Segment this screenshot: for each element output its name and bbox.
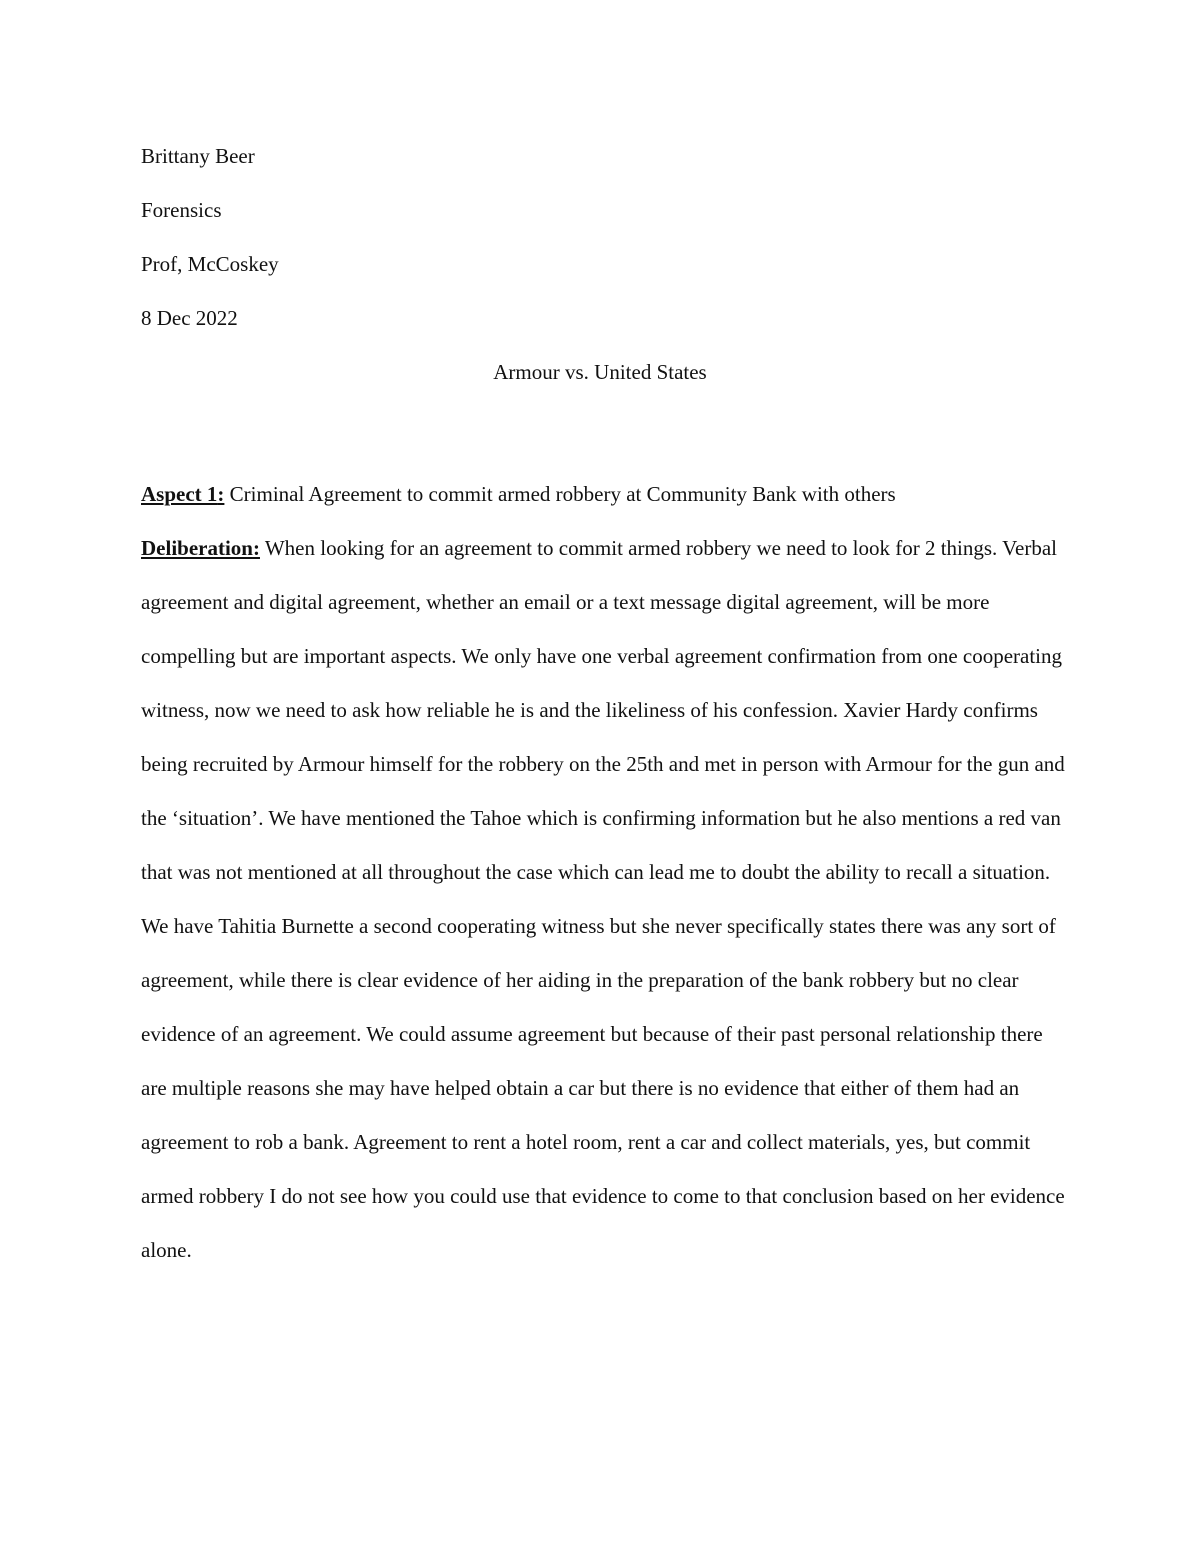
professor-name: Prof, McCoskey <box>141 252 279 276</box>
document-title: Armour vs. United States <box>493 360 707 384</box>
deliberation-label <box>141 536 260 560</box>
aspect-label-colon: : <box>217 482 225 506</box>
deliberation-label-text: Deliberation <box>141 536 253 560</box>
aspect-text: Criminal Agreement to commit armed robbery at Community Bank with others <box>224 482 896 506</box>
author-name: Brittany Beer <box>141 144 255 168</box>
aspect-label-text: Aspect 1 <box>141 482 218 506</box>
deliberation-paragraph <box>141 521 1071 1277</box>
deliberation-label-colon: : <box>252 536 260 560</box>
document-date: 8 Dec 2022 <box>141 306 238 330</box>
deliberation-text: When looking for an agreement to commit armed robbery we need to look for 2 things. Verbal agreement and digital agreement, whether an email or a text message digital agreement, will be more compelling but are important aspects. We only have one verbal agreement confirmation from one cooperating witness, now we need to ask how reliable he is and the likeliness of his confession. Xavier Hardy confirms being recruited by Armour himself for the robbery on the 25th and met in person with Armour for the gun and the ‘situation’. We have mentioned the Tahoe which is confirming information but he also mentions a red van that was not mentioned at all throughout the case which can lead me to doubt the ability to recall a situation. We have Tahitia Burnette a second cooperating witness but she never specifically states there was any sort of agreement, while there is clear evidence of her aiding in the preparation of the bank robbery but no clear evidence of an agreement. We could assume agreement but because of their past personal relationship there are multiple reasons she may have helped obtain a car but there is no evidence that either of them had an agreement to rob a bank. Agreement to rent a hotel room, rent a car and collect materials, yes, but commit armed robbery I do not see how you could use that evidence to come to that conclusion based on her evidence alone. <box>141 536 1065 1262</box>
course-name: Forensics <box>141 198 222 222</box>
document-body <box>141 467 1071 1277</box>
aspect-label <box>141 482 224 506</box>
aspect-paragraph <box>141 467 1071 521</box>
